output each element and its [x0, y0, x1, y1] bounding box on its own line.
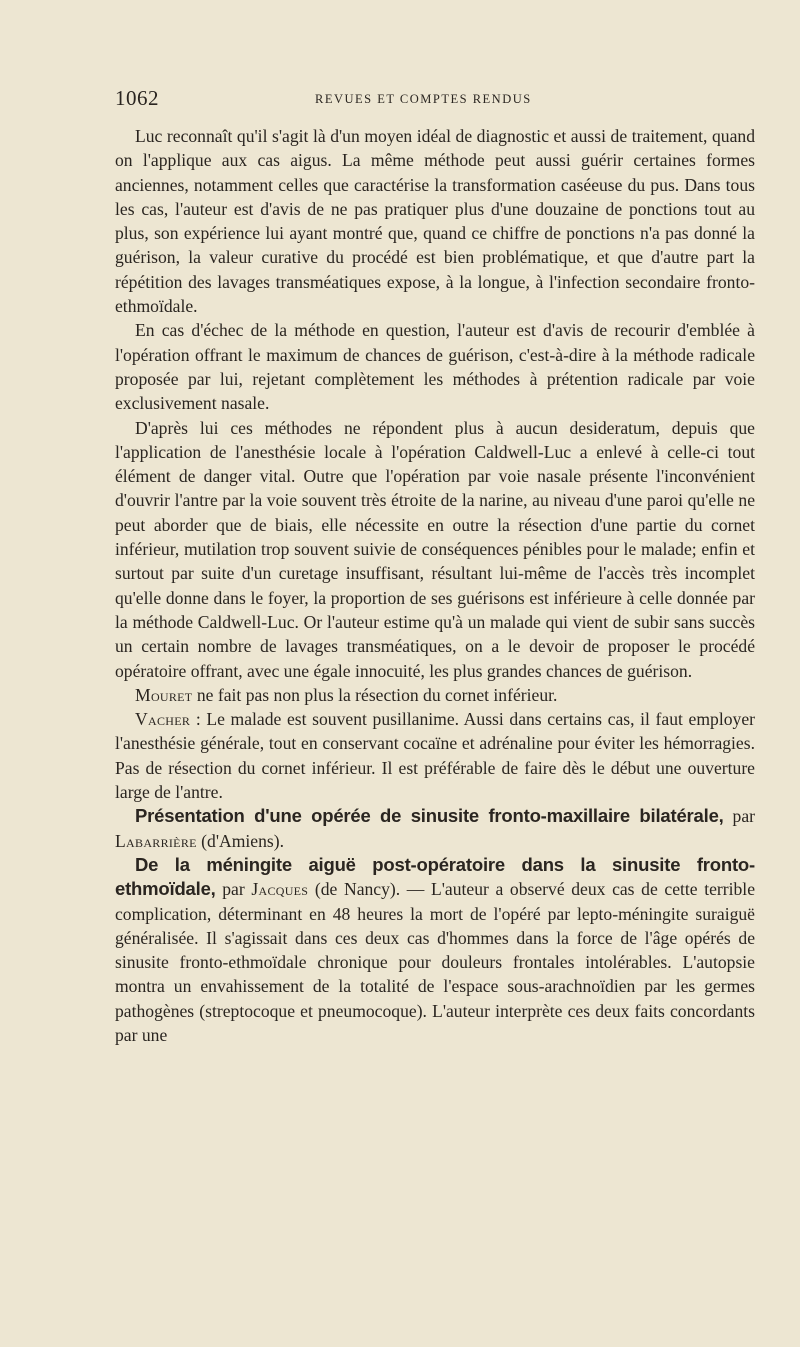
- paragraph: D'après lui ces méthodes ne répondent plus à aucun desideratum, depuis que l'application de l'anesthésie locale à l'opération Caldwell-Luc a enlevé à celle-ci tout élément de danger vital. Outre que l'opération par voie nasale présente l'inconvénient d'ouvrir l'antre par la voie souvent très étroite de la narine, au niveau d'une paroi qu'elle ne peut aborder que de biais, elle nécessite en outre la résection d'une partie du cornet inférieur, mutilation trop souvent suivie de conséquences pénibles pour le malade; enfin et surtout par suite d'un curetage insuffisant, résultant lui-même de l'accès très incomplet qu'elle donne dans le foyer, la proportion de ses guérisons est inférieure à celle donnée par la méthode Caldwell-Luc. Or l'auteur estime qu'à un malade qui vient de subir sans succès un certain nombre de lavages transméatiques, on a le devoir de proposer le procédé opératoire offrant, avec une égale innocuité, les plus grandes chances de guérison.: [115, 417, 755, 681]
- paragraph: [115, 707, 755, 804]
- paragraph: En cas d'échec de la méthode en question, l'auteur est d'avis de recourir d'emblée à l'opération offrant le maximum de chances de guérison, c'est-à-dire à la méthode radicale proposée par lui, rejetant complètement les méthodes à prétention radicale par voie exclusivement nasale.: [115, 320, 755, 414]
- section-entry: [115, 853, 755, 1047]
- paragraph-text: (d'Amiens).: [196, 830, 284, 851]
- by-text: par: [723, 806, 755, 827]
- page-header: [115, 86, 755, 116]
- section-entry: [115, 804, 755, 853]
- author-name: Jacques: [251, 879, 309, 900]
- running-head: REVUES ET COMPTES RENDUS: [315, 92, 532, 106]
- by-text: par: [215, 879, 252, 900]
- section-heading: Présentation d'une opérée de sinusite fronto-maxillaire bilatérale,: [135, 805, 724, 827]
- author-name: Vacher: [135, 709, 191, 730]
- paragraph: Luc reconnaît qu'il s'agit là d'un moyen idéal de diagnostic et aussi de traitement, quand on l'applique aux cas aigus. La même méthode peut aussi guérir certaines formes anciennes, notamment celles que caractérise la transformation caséeuse du pus. Dans tous les cas, l'auteur est d'avis de ne pas pratiquer plus d'une douzaine de ponctions tout au plus, son expérience lui ayant montré que, quand ce chiffre de ponctions n'a pas donné la guérison, la valeur curative du procédé est bien problématique, et que d'autre part la répétition des lavages transméatiques expose, à la longue, à l'infection secondaire fronto-ethmoïdale.: [115, 126, 755, 317]
- paragraph-text: (de Nancy). — L'auteur a observé deux cas de cette terrible complication, déterminant en 48 heures la mort de l'opéré par lepto-méningite suraiguë généralisée. Il s'agissait dans ces deux cas d'hommes dans la force de l'âge opérés de sinusite fronto-ethmoïdale chronique pour douleurs frontales intolérables. L'autopsie montra un envahissement de la totalité de l'espace sous-arachnoïdien par les germes pathogènes (streptocoque et pneumocoque). L'auteur interprète ces deux faits concordants par une: [115, 879, 755, 1045]
- author-name: Labarrière: [115, 830, 197, 851]
- section-heading: De la méningite aiguë post-opératoire dans la sinusite fronto-ethmoïdale,: [115, 853, 755, 900]
- author-name: Mouret: [135, 684, 193, 705]
- paragraph: [115, 683, 755, 707]
- paragraph-text: ne fait pas non plus la résection du cornet inférieur.: [192, 684, 558, 705]
- body-text: [115, 124, 755, 1047]
- paragraph-text: : Le malade est souvent pusillanime. Aussi dans certains cas, il faut employer l'anesthésie générale, tout en conservant cocaïne et adrénaline pour éviter les hémorragies. Pas de résection du cornet inférieur. Il est préférable de faire dès le début une ouverture large de l'antre.: [115, 709, 755, 803]
- page-number: 1062: [115, 86, 159, 110]
